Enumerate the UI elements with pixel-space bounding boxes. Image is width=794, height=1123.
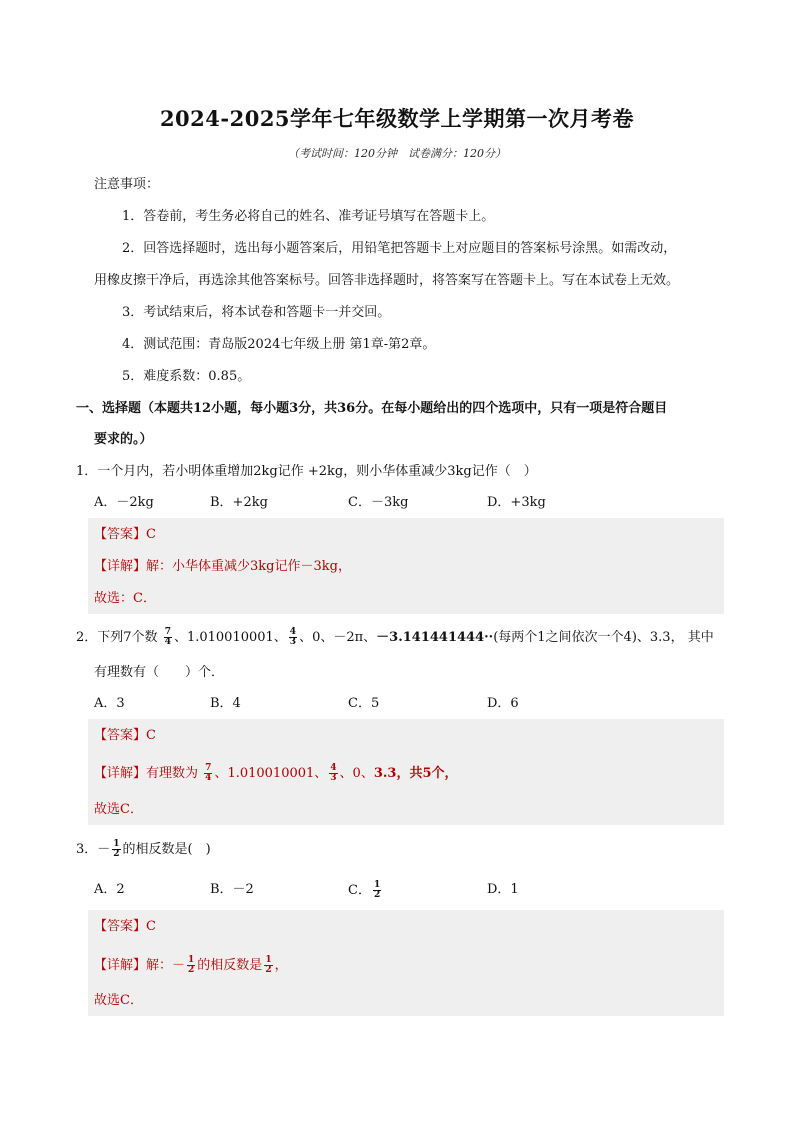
q2-detail	[94, 764, 458, 783]
q2-fraction-4-3: $\frac{4}{3}$	[289, 627, 297, 647]
question-1-stem: 1．一个月内，若小明体重增加2kg记作 +2kg，则小华体重减少3kg记作（ ）	[76, 464, 537, 479]
q2-fraction-7-4: $\frac{7}{4}$	[164, 627, 171, 647]
q1-option-b: B．+2kg	[210, 495, 268, 510]
q1-option-a: A．－2kg	[94, 495, 154, 510]
q3-answer: 【答案】C	[94, 919, 156, 934]
q2-conclusion: 故选C．	[94, 802, 143, 817]
q2-detail-label: 【详解】	[94, 766, 147, 781]
section-heading-line1: 一、选择题（本题共12小题，每小题3分，共36分。在每小题给出的四个选项中，只有一项是符合题目	[76, 401, 668, 416]
note-item-2a: 2．回答选择题时，选出每小题答案后，用铅笔把答题卡上对应题目的答案标号涂黑。如需改动，	[122, 241, 677, 256]
page-subtitle: （考试时间：120分钟 试卷满分：120分）	[288, 147, 506, 160]
note-item-5: 5．难度系数：0.85。	[122, 369, 251, 384]
question-2-stem	[76, 628, 714, 647]
q2-stem-suffix: (每两个1之间依次一个4)、3.3， 其中	[493, 630, 714, 645]
q3-option-c	[348, 881, 383, 900]
q1-answer: 【答案】C	[94, 527, 156, 542]
q2-stem-bold: －3.141441444··	[376, 630, 494, 645]
q2-detail-prefix: 有理数为	[146, 766, 199, 781]
q3-option-a: A．2	[94, 882, 125, 897]
q2-detail-fraction-4-3: $\frac{4}{3}$	[330, 763, 337, 783]
q3-conclusion: 故选C．	[94, 993, 143, 1008]
q2-detail-mid1: 、1.010010001、	[214, 766, 328, 781]
q3-detail-fraction-1: $\frac{1}{2}$	[188, 955, 195, 975]
q3-detail-mid: 的相反数是	[197, 958, 263, 973]
q3-detail-suffix: ，	[274, 958, 288, 973]
page-title: 2024-2025学年七年级数学上学期第一次月考卷	[159, 106, 635, 131]
note-item-2b: 用橡皮擦干净后，再选涂其他答案标号。回答非选择题时，将答案写在答题卡上。写在本试卷上无效。	[94, 273, 680, 288]
notes-heading: 注意事项：	[94, 177, 160, 192]
section-heading-line2: 要求的。）	[94, 432, 153, 447]
q3-option-d: D．1	[487, 882, 519, 897]
q1-option-c: C．－3kg	[348, 495, 409, 510]
q1-detail	[94, 558, 351, 576]
q2-option-d: D．6	[487, 696, 519, 711]
q2-detail-mid2: 、0、	[339, 766, 374, 781]
q3-stem-suffix: 的相反数是( )	[122, 842, 211, 857]
q2-stem-mid2: 、0、－2π、	[299, 630, 377, 645]
q3-option-c-label: C．	[348, 883, 371, 898]
q2-stem-mid1: 、1.010010001、	[173, 630, 287, 645]
q3-stem-prefix: 3．－	[76, 842, 111, 857]
q2-stem-prefix: 2．下列7个数	[76, 630, 158, 645]
q2-answer: 【答案】C	[94, 728, 156, 743]
q2-option-b: B．4	[210, 696, 241, 711]
q3-detail-fraction-2: $\frac{1}{2}$	[265, 955, 272, 975]
q3-detail-label: 【详解】	[94, 958, 147, 973]
q1-detail-label: 【详解】	[94, 559, 147, 574]
q1-option-d: D．+3kg	[487, 495, 546, 510]
q3-fraction-1-2: $\frac{1}{2}$	[113, 839, 120, 859]
q3-detail	[94, 956, 288, 975]
note-item-4: 4．测试范围：青岛版2024七年级上册 第1章-第2章。	[122, 337, 436, 352]
q1-conclusion: 故选：C．	[94, 591, 156, 606]
q3-detail-prefix: 解：－	[146, 958, 186, 973]
q3-option-b: B．－2	[210, 882, 254, 897]
question-3-stem	[76, 840, 211, 859]
question-2-stem-line2: 有理数有（ ）个．	[94, 665, 225, 680]
note-item-3: 3．考试结束后，将本试卷和答题卡一并交回。	[122, 305, 391, 320]
q2-option-a: A．3	[94, 696, 125, 711]
q2-option-c: C．5	[348, 696, 380, 711]
q2-detail-fraction-7-4: $\frac{7}{4}$	[205, 763, 212, 783]
q2-detail-bold: 3.3，共5个，	[373, 766, 458, 781]
q1-detail-text: 解：小华体重减少3kg记作－3kg，	[146, 559, 351, 574]
note-item-1: 1．答卷前，考生务必将自己的姓名、准考证号填写在答题卡上。	[122, 209, 495, 224]
q3-option-c-fraction: $\frac{1}{2}$	[373, 880, 381, 900]
